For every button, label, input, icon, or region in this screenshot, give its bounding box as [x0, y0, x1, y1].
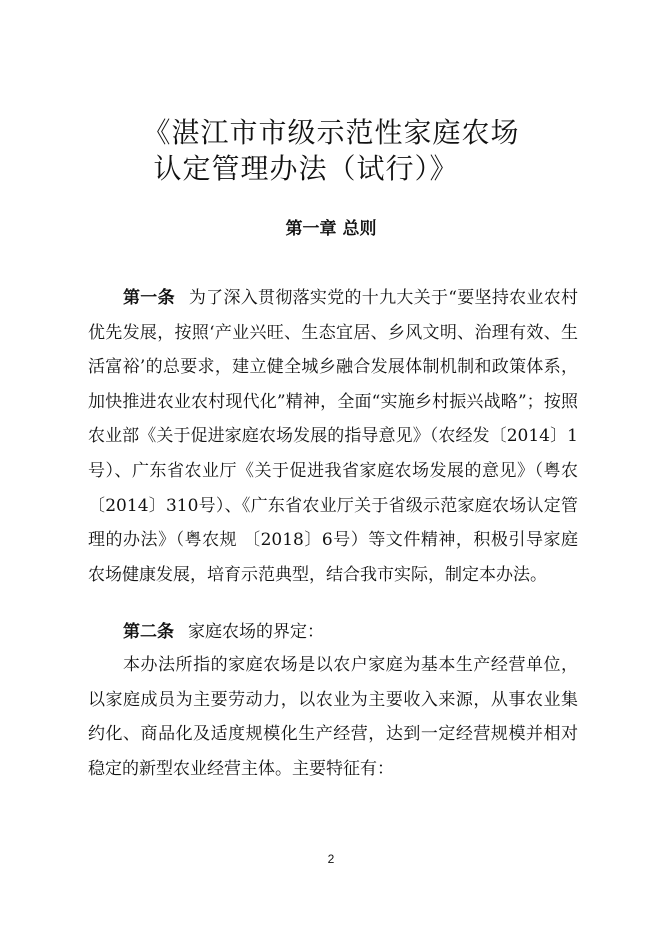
chapter-heading: 第一章 总则	[285, 219, 377, 239]
article-2-heading-text: 家庭农场的界定：	[188, 622, 324, 642]
article-1-text: 为了深入贯彻落实党的十九大关于“要坚持农业农村优先发展，按照‘产业兴旺、生态宜居、乡风文明、治理有效、生活富裕’的总要求，建立健全城乡融合发展体制机制和政策体系，加快推进农业农村现代化”精神，全面“实施乡村振兴战略”；按照农业部《关于促进家庭农场发展的指导意见》（农经发〔2014〕1号）、广东省农业厅《关于促进我省家庭农场发展的意见》（粤农〔2014〕310号）、《广东省农业厅关于省级示范家庭农场认定管理的办法》（粤农规 〔2018〕6号）等文件精神，积极引导家庭农场健康发展，培育示范典型，结合我市实际，制定本办法。	[88, 288, 579, 585]
page-number: 2	[327, 852, 335, 866]
document-title-line-2: 认定管理办法（试行）》	[153, 152, 459, 185]
article-2	[88, 615, 578, 650]
article-1-label: 第一条	[123, 288, 175, 308]
article-1	[88, 281, 578, 592]
article-2-body: 本办法所指的家庭农场是以农户家庭为基本生产经营单位，以家庭成员为主要劳动力，以农业为主要收入来源，从事农业集约化、商品化及适度规模化生产经营，达到一定经营规模并相对稳定的新型农业经营主体。主要特征有：	[88, 655, 578, 779]
article-2-label: 第二条	[123, 622, 174, 642]
document-title-line-1: 《湛江市市级示范性家庭农场	[142, 116, 520, 149]
